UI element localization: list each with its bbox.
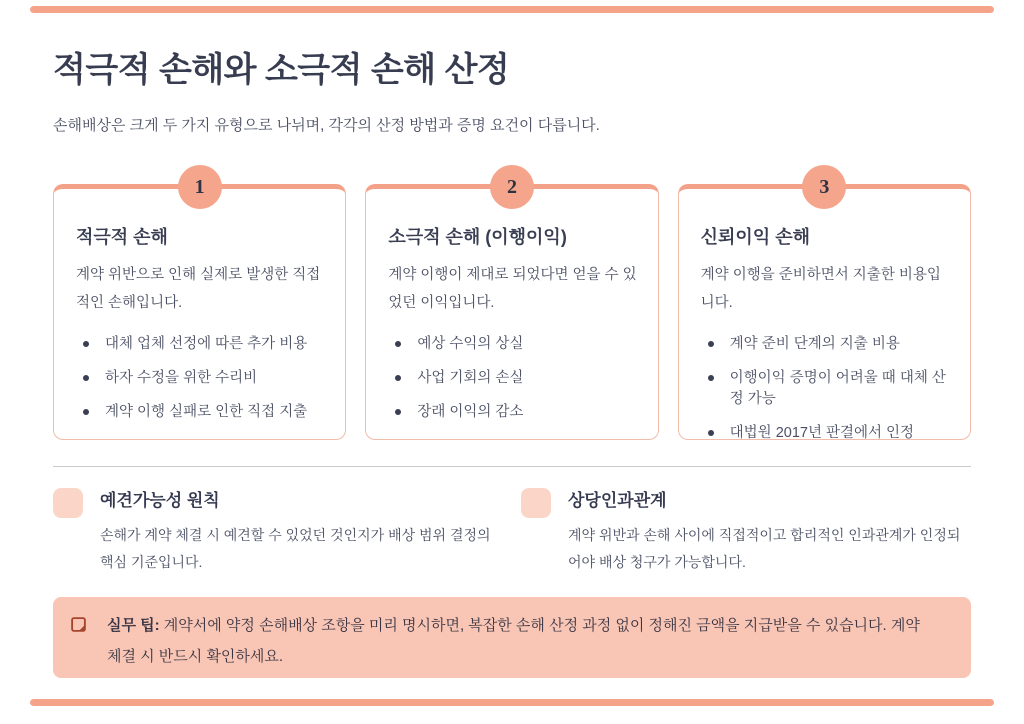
bullet-item: 예상 수익의 상실	[388, 334, 637, 355]
note-icon	[70, 616, 87, 638]
card-reliance-damages	[678, 175, 971, 442]
principle-body	[100, 486, 503, 577]
tip-label: 실무 팁:	[107, 617, 160, 634]
card-bullet-list	[701, 334, 950, 444]
principle-body	[568, 486, 971, 577]
bullet-item: 계약 이행 실패로 인한 직접 지출	[76, 402, 325, 423]
card-description: 계약 위반으로 인해 실제로 발생한 직접적인 손해입니다.	[76, 267, 321, 311]
tip-text	[107, 610, 931, 672]
card-description: 계약 이행이 제대로 되었다면 얻을 수 있었던 이익입니다.	[388, 267, 637, 311]
principle-foreseeability	[53, 486, 503, 577]
section-divider	[53, 466, 971, 467]
card-title: 적극적 손해	[76, 227, 168, 247]
card-number-badge: 2	[490, 165, 534, 209]
top-accent-bar	[30, 6, 994, 13]
bullet-item: 장래 이익의 감소	[388, 402, 637, 423]
bottom-accent-bar	[30, 699, 994, 706]
page-title: 적극적 손해와 소극적 손해 산정	[53, 51, 510, 89]
card-description: 계약 이행을 준비하면서 지출한 비용입니다.	[700, 267, 941, 311]
card-title: 신뢰이익 손해	[700, 227, 810, 247]
bullet-item: 이행이익 증명이 어려울 때 대체 산정 가능	[701, 368, 950, 410]
causation-square-icon	[521, 488, 551, 518]
damage-type-cards	[53, 175, 971, 442]
bullet-item: 대체 업체 선정에 따른 추가 비용	[76, 334, 325, 355]
principle-description: 손해가 계약 체결 시 예견할 수 있었던 것인지가 배상 범위 결정의 핵심 기준입니다.	[100, 527, 491, 571]
card-bullet-list	[388, 334, 637, 423]
practical-tip-box	[53, 597, 971, 678]
principle-title: 상당인과관계	[568, 491, 667, 510]
card-active-damages	[53, 175, 346, 440]
principles-section	[53, 486, 971, 577]
card-number-badge: 3	[802, 165, 846, 209]
foreseeability-square-icon	[53, 488, 83, 518]
card-bullet-list	[76, 334, 325, 423]
card-passive-damages	[365, 175, 658, 440]
card-number-badge: 1	[178, 165, 222, 209]
principle-causation	[521, 486, 971, 577]
card-title: 소극적 손해 (이행이익)	[388, 227, 567, 247]
bullet-item: 사업 기회의 손실	[388, 368, 637, 389]
principle-title: 예견가능성 원칙	[100, 491, 220, 510]
principle-description: 계약 위반과 손해 사이에 직접적이고 합리적인 인과관계가 인정되어야 배상 청구가 가능합니다.	[568, 527, 961, 571]
bullet-item: 대법원 2017년 판결에서 인정	[701, 423, 950, 444]
tip-body: 계약서에 약정 손해배상 조항을 미리 명시하면, 복잡한 손해 산정 과정 없이 정해진 금액을 지급받을 수 있습니다. 계약 체결 시 반드시 확인하세요.	[107, 617, 920, 666]
bullet-item: 하자 수정을 위한 수리비	[76, 368, 325, 389]
bullet-item: 계약 준비 단계의 지출 비용	[701, 334, 950, 355]
page-subtitle: 손해배상은 크게 두 가지 유형으로 나뉘며, 각각의 산정 방법과 증명 요건이 다릅니다.	[53, 117, 600, 134]
